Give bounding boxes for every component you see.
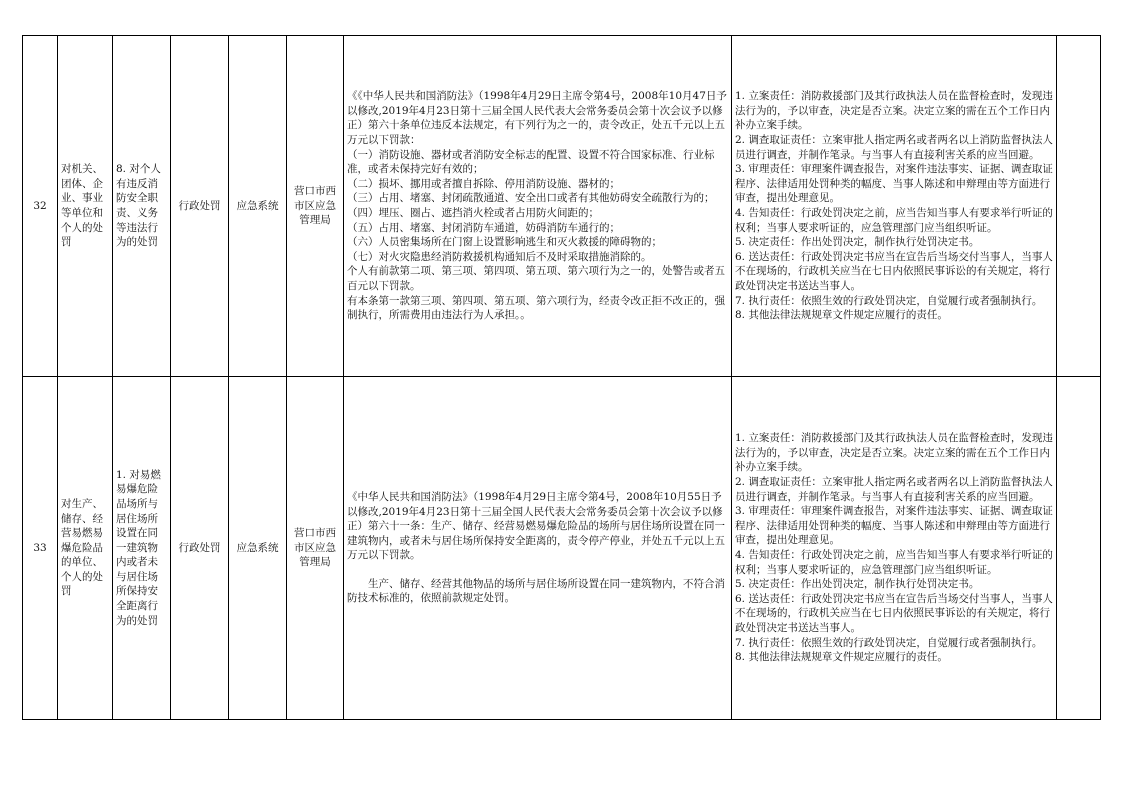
basis-paragraph: （三）占用、堵塞、封闭疏散通道、安全出口或者有其他妨碍安全疏散行为的； <box>347 192 715 205</box>
basis-paragraph: 个人有前款第二项、第三项、第四项、第五项、第六项行为之一的，处警告或者五百元以下罚款。 <box>347 265 725 292</box>
responsibility-list <box>732 36 1057 377</box>
basis-paragraph: （七）对火灾隐患经消防救援机构通知后不及时采取措施消除的。 <box>347 250 652 263</box>
implementing-agency: 营口市西市区应急管理局 <box>287 377 344 720</box>
responsibility-item: 1. 立案责任：消防救援部门及其行政执法人员在监督检查时，发现违法行为的，予以审查，决定是否立案。决定立案的需在五个工作日内补办立案手续。 <box>735 90 1053 132</box>
responsibility-list <box>732 377 1057 720</box>
basis-paragraph: 有本条第一款第三项、第四项、第五项、第六项行为，经责令改正拒不改正的，强制执行，所需费用由违法行为人承担。。 <box>347 294 725 322</box>
legal-basis <box>344 377 732 720</box>
responsibility-item: 7. 执行责任：依照生效的行政处罚决定，自觉履行或者强制执行。 <box>735 636 1043 649</box>
basis-paragraph: 生产、储存、经营其他物品的场所与居住场所设置在同一建筑物内，不符合消防技术标准的，依照前款规定处罚。 <box>347 577 725 605</box>
power-system: 应急系统 <box>229 36 287 377</box>
row-number: 32 <box>23 36 58 377</box>
remark-cell <box>1057 36 1101 377</box>
power-list-table <box>22 35 1101 720</box>
remark-cell <box>1057 377 1101 720</box>
power-subject: 对生产、储存、经营易燃易爆危险品的单位、个人的处罚 <box>58 377 113 720</box>
responsibility-item: 2. 调查取证责任：立案审批人指定两名或者两名以上消防监督执法人员进行调查，并制作笔录。与当事人有直接利害关系的应当回避。 <box>735 134 1053 161</box>
responsibility-item: 5. 决定责任：作出处罚决定，制作执行处罚决定书。 <box>735 578 980 591</box>
power-category: 行政处罚 <box>171 36 229 377</box>
basis-paragraph: （一）消防设施、器材或者消防安全标志的配置、设置不符合国家标准、行业标准，或者未保持完好有效的； <box>347 148 715 176</box>
power-system: 应急系统 <box>229 377 287 720</box>
responsibility-item: 4. 告知责任：行政处罚决定之前，应当告知当事人有要求举行听证的权利；当事人要求听证的，应急管理部门应当组织听证。 <box>735 207 1053 234</box>
power-item: 8. 对个人有违反消防安全职责、义务等违法行为的处罚 <box>113 36 171 377</box>
responsibility-item: 4. 告知责任：行政处罚决定之前，应当告知当事人有要求举行听证的权利；当事人要求听证的，应急管理部门应当组织听证。 <box>735 549 1053 576</box>
implementing-agency: 营口市西市区应急管理局 <box>287 36 344 377</box>
basis-paragraph: 《中华人民共和国消防法》（1998年4月29日主席令第4号，2008年10月55日予以修改,2019年4月23日第十三届全国人民代表大会常务委员会第十次会议予以修正）第六十一条：生产、储存、经营易燃易爆危险品的场所与居住场所设置在同一建筑物内，或者未与居住场所保持安全距离的，责令停产停业，并处五千元以上五万元以下罚款。 <box>347 490 725 562</box>
responsibility-item: 2. 调查取证责任：立案审批人指定两名或者两名以上消防监督执法人员进行调查，并制作笔录。与当事人有直接利害关系的应当回避。 <box>735 476 1053 503</box>
basis-paragraph: （四）埋压、圈占、遮挡消火栓或者占用防火间距的； <box>347 207 599 219</box>
power-item: 1. 对易燃易爆危险品场所与居住场所设置在同一建筑物内或者未与居住场所保持安全距离行为的处罚 <box>113 377 171 720</box>
table-row <box>23 377 1101 720</box>
power-subject: 对机关、团体、企业、事业等单位和个人的处罚 <box>58 36 113 377</box>
legal-basis <box>344 36 732 377</box>
responsibility-item: 8. 其他法律法规规章文件规定应履行的责任。 <box>735 309 948 322</box>
table-row <box>23 36 1101 377</box>
responsibility-item: 1. 立案责任：消防救援部门及其行政执法人员在监督检查时，发现违法行为的，予以审查，决定是否立案。决定立案的需在五个工作日内补办立案手续。 <box>735 432 1053 474</box>
responsibility-item: 8. 其他法律法规规章文件规定应履行的责任。 <box>735 651 948 664</box>
basis-paragraph: （五）占用、堵塞、封闭消防车通道，妨碍消防车通行的； <box>347 221 620 234</box>
row-number: 33 <box>23 377 58 720</box>
responsibility-item: 6. 送达责任：行政处罚决定书应当在宣告后当场交付当事人，当事人不在现场的，行政机关应当在七日内依照民事诉讼的有关规定，将行政处罚决定书送达当事人。 <box>735 250 1053 292</box>
paragraph-gap <box>347 563 728 577</box>
basis-paragraph: （二）损坏、挪用或者擅自拆除、停用消防设施、器材的； <box>347 177 620 190</box>
responsibility-item: 3. 审理责任：审理案件调查报告，对案件违法事实、证据、调查取证程序、法律适用处罚种类的幅度、当事人陈述和申辩理由等方面进行审查，提出处理意见。 <box>735 163 1053 205</box>
basis-paragraph: （六）人员密集场所在门窗上设置影响逃生和灭火救援的障碍物的； <box>347 236 662 249</box>
responsibility-item: 3. 审理责任：审理案件调查报告，对案件违法事实、证据、调查取证程序、法律适用处罚种类的幅度、当事人陈述和申辩理由等方面进行审查，提出处理意见。 <box>735 505 1053 547</box>
responsibility-item: 5. 决定责任：作出处罚决定，制作执行处罚决定书。 <box>735 236 980 249</box>
responsibility-item: 7. 执行责任：依照生效的行政处罚决定，自觉履行或者强制执行。 <box>735 294 1043 307</box>
responsibility-item: 6. 送达责任：行政处罚决定书应当在宣告后当场交付当事人，当事人不在现场的，行政机关应当在七日内依照民事诉讼的有关规定，将行政处罚决定书送达当事人。 <box>735 592 1053 634</box>
basis-paragraph: 《《中华人民共和国消防法》（1998年4月29日主席令第4号，2008年10月47日予以修改,2019年4月23日第十三届全国人民代表大会常务委员会第十次会议予以修正）第六十条单位违反本法规定，有下列行为之一的，责令改正，处五千元以上五万元以下罚款： <box>347 90 727 147</box>
power-category: 行政处罚 <box>171 377 229 720</box>
